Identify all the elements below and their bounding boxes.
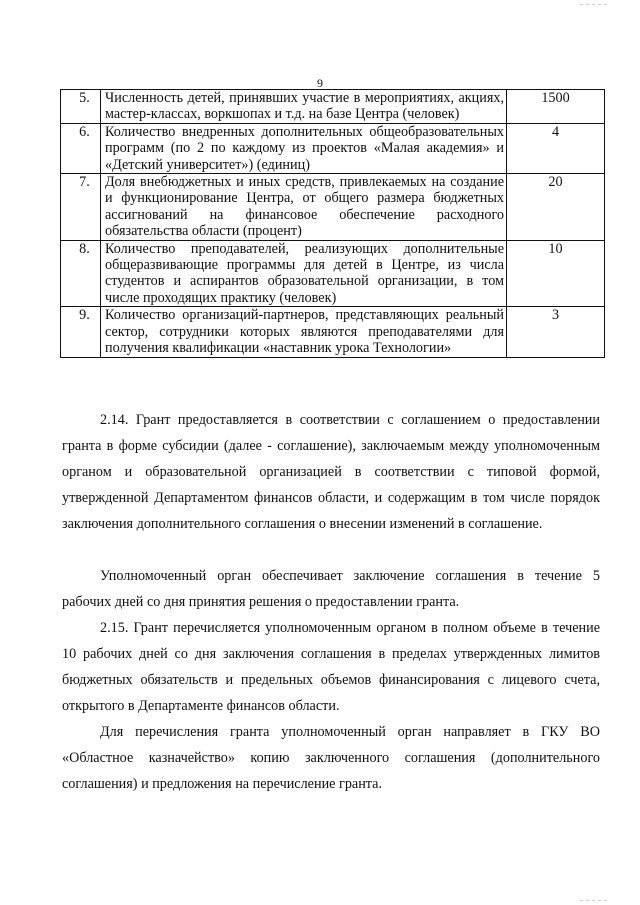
table-row: [61, 174, 605, 241]
row-number-cell: [61, 90, 101, 124]
indicator-value: 20: [507, 174, 605, 241]
paragraph-transfer-request: [62, 719, 600, 797]
row-number: 5.: [79, 90, 90, 106]
paragraph-text: Уполномоченный орган обеспечивает заключение соглашения в течение 5 рабочих дней со дня принятия решения о предоставлении гранта.: [62, 568, 600, 610]
row-number-cell: [61, 174, 101, 241]
paragraph-text: Для перечисления гранта уполномоченный орган направляет в ГКУ ВО «Областное казначейство» копию заключенного соглашения (дополнительного соглашения) и предложения на перечисление гранта.: [62, 724, 600, 792]
table-row: [61, 90, 605, 124]
page-number: 9: [317, 76, 323, 90]
paragraph-2-14: [62, 407, 600, 537]
row-number: 7.: [79, 174, 90, 191]
indicators-table: [60, 89, 605, 358]
table-row: [61, 307, 605, 357]
scan-artifact-bottom: [580, 900, 610, 901]
indicator-value: 4: [507, 123, 605, 173]
indicator-description: Количество преподавателей, реализующих дополнительные общеразвивающие программы для детей в Центре, из числа студентов и аспирантов образовательной организации, в том числе проходящих практику (человек): [101, 240, 507, 307]
paragraph-text: 2.14. Грант предоставляется в соответствии с соглашением о предоставлении гранта в форме субсидии (далее - соглашение), заключаемым между уполномоченным органом и образовательной организацией в соответствии с типовой формой, утвержденной Департаментом финансов области, и содержащим в том числе порядок заключения дополнительного соглашения о внесении изменений в соглашение.: [62, 412, 600, 532]
paragraph-text: 2.15. Грант перечисляется уполномоченным органом в полном объеме в течение 10 рабочих дней со дня заключения соглашения в пределах утвержденных лимитов бюджетных обязательств и предельных объемов финансирования с лицевого счета, открытого в Департаменте финансов области.: [62, 620, 600, 714]
scan-artifact-top: [580, 4, 610, 5]
indicator-value: 10: [507, 240, 605, 307]
row-number: 6.: [79, 123, 90, 140]
indicator-description: Численность детей, принявших участие в мероприятиях, акциях, мастер-классах, воркшопах и т.д. на базе Центра (человек): [101, 90, 507, 124]
row-number-cell: [61, 240, 101, 307]
indicator-description: Доля внебюджетных и иных средств, привлекаемых на создание и функционирование Центра, от общего размера бюджетных ассигнований на финансовое обеспечение расходного обязательства области (процент): [101, 174, 507, 241]
paragraph-agreement-term: [62, 563, 600, 615]
indicator-description: Количество организаций-партнеров, представляющих реальный сектор, сотрудники которых являются преподавателями для получения квалификации «наставник урока Технологии»: [101, 307, 507, 357]
row-number: 8.: [79, 240, 90, 257]
row-number: 9.: [79, 307, 90, 324]
table-row: [61, 240, 605, 307]
indicator-value: 3: [507, 307, 605, 357]
table-row: [61, 123, 605, 173]
indicator-description: Количество внедренных дополнительных общеобразовательных программ (по 2 по каждому из проектов «Малая академия» и «Детский университет») (единиц): [101, 123, 507, 173]
row-number-cell: [61, 307, 101, 357]
row-number-cell: [61, 123, 101, 173]
indicator-value: 1500: [507, 90, 605, 124]
paragraph-2-15: [62, 615, 600, 719]
